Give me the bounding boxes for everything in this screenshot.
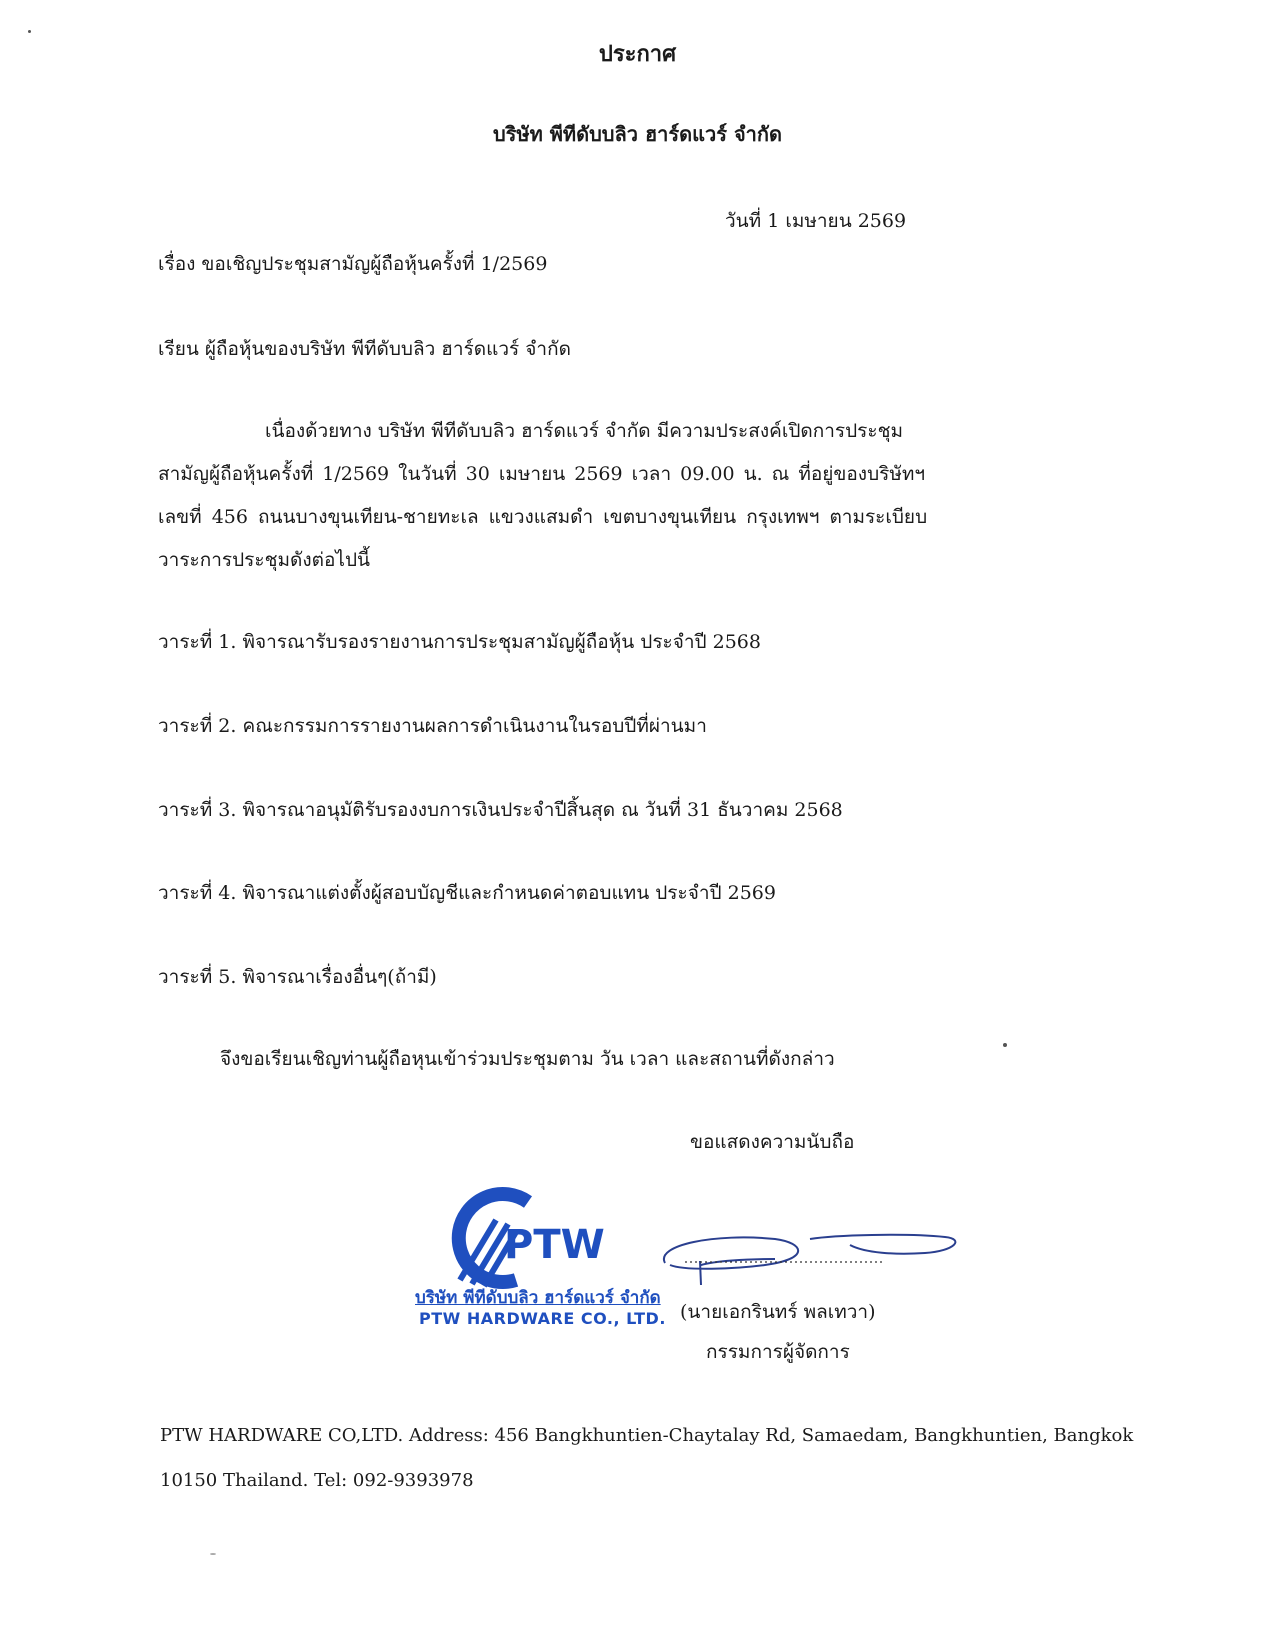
body-paragraph-line: สามัญผู้ถือหุ้นครั้งที่ 1/2569 ในวันที่ 30 เมษายน 2569 เวลา 09.00 น. ณ ที่อยู่ของบริษัทฯ xyxy=(158,463,926,485)
subject-line: เรื่อง ขอเชิญประชุมสามัญผู้ถือหุ้นครั้งที่ 1/2569 xyxy=(158,253,548,275)
body-paragraph-line: เลขที่ 456 ถนนบางขุนเทียน-ชายทะเล แขวงแสมดำ เขตบางขุนเทียน กรุงเทพฯ ตามระเบียบ xyxy=(158,506,928,528)
logo-text: PTW xyxy=(504,1222,605,1268)
document-date: วันที่ 1 เมษายน 2569 xyxy=(725,210,907,232)
signer-name: (นายเอกรินทร์ พลเทวา) xyxy=(680,1301,876,1323)
agenda-item-3: วาระที่ 3. พิจารณาอนุมัติรับรองงบการเงินประจำปีสิ้นสุด ณ วันที่ 31 ธันวาคม 2568 xyxy=(158,799,843,821)
stamp-company-thai: บริษัท พีทีดับบลิว ฮาร์ดแวร์ จำกัด xyxy=(415,1288,661,1308)
handwritten-signature xyxy=(645,1225,975,1295)
scan-speck xyxy=(28,30,31,33)
footer-contact-line: 10150 Thailand. Tel: 092-9393978 xyxy=(160,1470,474,1491)
regards-line: ขอแสดงความนับถือ xyxy=(690,1131,855,1153)
signer-title: กรรมการผู้จัดการ xyxy=(706,1341,850,1363)
scan-speck xyxy=(1003,1043,1007,1047)
agenda-item-4: วาระที่ 4. พิจารณาแต่งตั้งผู้สอบบัญชีและกำหนดค่าตอบแทน ประจำปี 2569 xyxy=(158,882,776,904)
footer-address-line: PTW HARDWARE CO,LTD. Address: 456 Bangkhuntien-Chaytalay Rd, Samaedam, Bangkhuntien, Bangkok xyxy=(160,1425,1134,1446)
agenda-item-2: วาระที่ 2. คณะกรรมการรายงานผลการดำเนินงานในรอบปีที่ผ่านมา xyxy=(158,715,707,737)
document-title: ประกาศ xyxy=(598,41,677,67)
salutation-line: เรียน ผู้ถือหุ้นของบริษัท พีทีดับบลิว ฮาร์ดแวร์ จำกัด xyxy=(158,338,571,360)
agenda-item-5: วาระที่ 5. พิจารณาเรื่องอื่นๆ(ถ้ามี) xyxy=(158,966,437,988)
closing-sentence: จึงขอเรียนเชิญท่านผู้ถือหุนเข้าร่วมประชุมตาม วัน เวลา และสถานที่ดังกล่าว xyxy=(220,1048,835,1070)
stamp-company-english: PTW HARDWARE CO., LTD. xyxy=(419,1309,666,1328)
body-paragraph-line: วาระการประชุมดังต่อไปนี้ xyxy=(158,549,370,571)
company-heading: บริษัท พีทีดับบลิว ฮาร์ดแวร์ จำกัด xyxy=(492,122,782,146)
body-paragraph-line: เนื่องด้วยทาง บริษัท พีทีดับบลิว ฮาร์ดแวร์ จำกัด มีความประสงค์เปิดการประชุม xyxy=(265,420,904,442)
agenda-item-1: วาระที่ 1. พิจารณารับรองรายงานการประชุมสามัญผู้ถือหุ้น ประจำปี 2568 xyxy=(158,631,761,653)
scan-speck xyxy=(210,1553,216,1555)
